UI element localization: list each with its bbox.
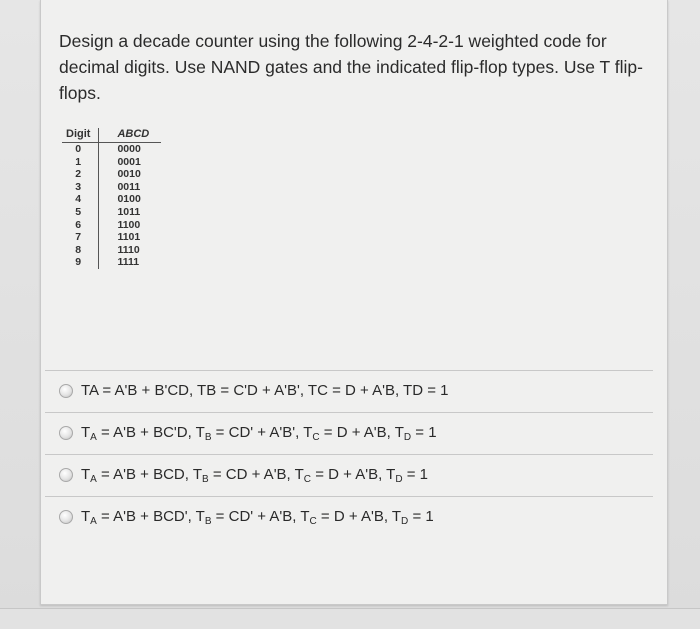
option-text-part: = D + A'B, T xyxy=(319,424,404,441)
table-row xyxy=(62,181,161,194)
option-text-part: T xyxy=(81,424,91,441)
code-cell: 1100 xyxy=(117,218,141,231)
option-text-part: = CD' + A'B, T xyxy=(211,508,310,525)
code-cell: 0000 xyxy=(117,143,141,155)
code-cell: 1111 xyxy=(117,256,140,269)
option-text-part: T xyxy=(81,508,91,525)
question-text: Design a decade counter using the following 2-4-2-1 weighted code for decimal digits. Use NAND gates and the indicated flip-flop types. Use T flip-flops. xyxy=(59,31,643,103)
code-cell: 1101 xyxy=(117,231,141,244)
answer-option-label xyxy=(81,508,434,527)
code-cell: 0010 xyxy=(117,168,141,181)
answer-option-label xyxy=(81,424,437,443)
radio-button-icon[interactable] xyxy=(59,384,73,398)
option-text-part: = D + A'B, T xyxy=(311,466,396,483)
code-cell: 0100 xyxy=(117,193,141,206)
table-row xyxy=(62,156,161,169)
digit-cell: 6 xyxy=(62,219,99,232)
option-text-part: = CD + A'B, T xyxy=(208,466,304,483)
option-subscript: A xyxy=(90,474,97,485)
option-subscript: C xyxy=(303,474,312,485)
option-text-part: = D + A'B, T xyxy=(316,508,402,525)
radio-button-icon[interactable] xyxy=(59,426,73,440)
digit-cell: 3 xyxy=(62,181,99,194)
table-row xyxy=(62,244,161,257)
table-row xyxy=(62,206,161,219)
option-subscript: B xyxy=(204,432,212,443)
code-table xyxy=(62,128,161,269)
answer-option-label xyxy=(81,382,448,399)
option-text-part: = A'B + BC'D, T xyxy=(96,424,205,441)
option-subscript: A xyxy=(90,516,97,527)
option-subscript: B xyxy=(204,516,212,527)
code-column-header: ABCD xyxy=(99,128,161,143)
option-text-part: = CD' + A'B', T xyxy=(211,424,313,441)
option-subscript: D xyxy=(403,432,412,443)
option-subscript: D xyxy=(401,516,409,527)
option-text-part: T xyxy=(81,466,91,483)
code-cell: 1110 xyxy=(117,243,140,256)
question-card xyxy=(40,0,668,605)
option-subscript: A xyxy=(90,432,97,443)
code-cell: 0011 xyxy=(117,180,141,193)
digit-cell: 9 xyxy=(62,256,99,269)
table-header-row xyxy=(62,128,161,143)
option-text-part: = A'B + BCD', T xyxy=(96,508,205,525)
digit-cell: 2 xyxy=(62,168,99,181)
option-text-part: = A'B + BCD, T xyxy=(96,466,202,483)
code-table-body xyxy=(62,143,161,269)
table-row xyxy=(62,231,161,244)
digit-cell: 8 xyxy=(62,244,99,257)
digit-cell: 7 xyxy=(62,231,99,244)
table-row xyxy=(62,219,161,232)
table-row xyxy=(62,143,161,156)
table-row xyxy=(62,256,161,269)
answer-option-4[interactable] xyxy=(45,496,653,538)
option-subscript: C xyxy=(312,432,320,443)
answer-option-3[interactable] xyxy=(45,454,653,496)
option-text-part: = 1 xyxy=(402,466,428,483)
option-subscript: C xyxy=(309,516,317,527)
table-row xyxy=(62,168,161,181)
digit-cell: 0 xyxy=(62,143,99,156)
answer-option-1[interactable] xyxy=(45,370,653,412)
code-cell: 0001 xyxy=(117,155,141,168)
answer-option-label xyxy=(81,466,428,485)
option-text-part: = 1 xyxy=(408,508,434,525)
option-subscript: D xyxy=(395,474,403,485)
radio-button-icon[interactable] xyxy=(59,510,73,524)
bottom-divider xyxy=(0,608,700,629)
digit-cell: 5 xyxy=(62,206,99,219)
answer-option-2[interactable] xyxy=(45,412,653,454)
option-text-part: = 1 xyxy=(411,424,437,441)
digit-cell: 4 xyxy=(62,193,99,206)
option-subscript: B xyxy=(201,474,209,485)
option-text-part: TA = A'B + B'CD, TB = C'D + A'B', TC = D + A'B, TD = 1 xyxy=(81,382,449,399)
radio-button-icon[interactable] xyxy=(59,468,73,482)
code-cell: 1011 xyxy=(117,205,141,218)
digit-column-header: Digit xyxy=(62,128,99,143)
table-row xyxy=(62,193,161,206)
digit-cell: 1 xyxy=(62,156,99,169)
